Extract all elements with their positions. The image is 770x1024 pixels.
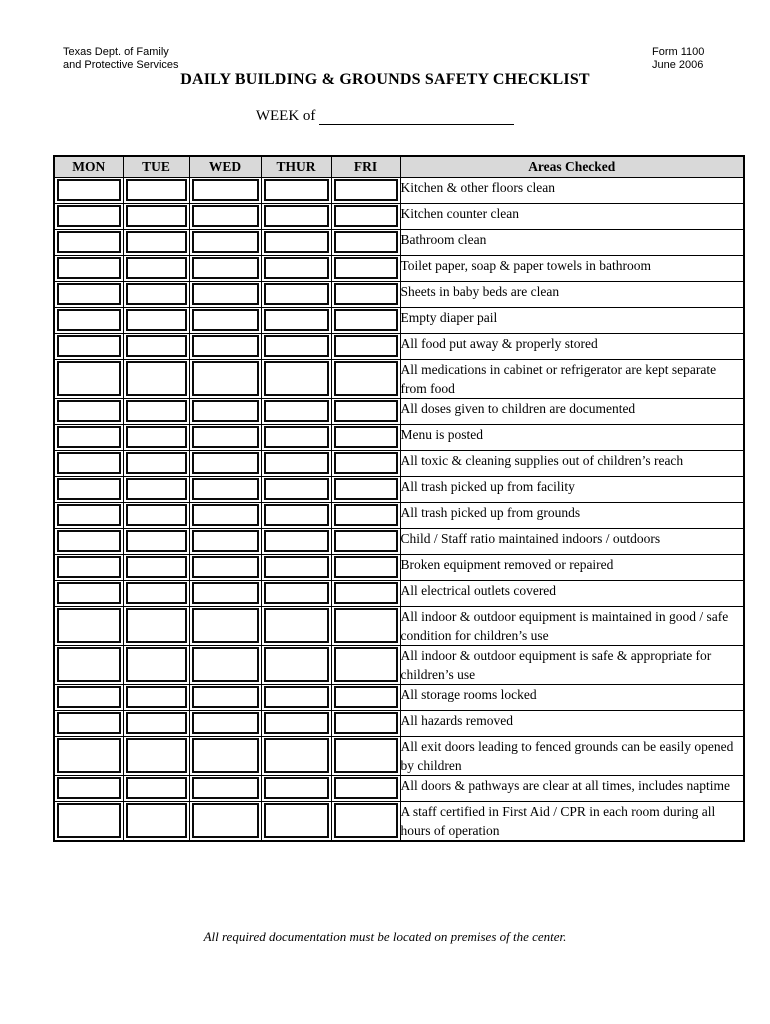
table-row	[54, 646, 744, 685]
day-cell-mon	[54, 451, 123, 477]
checkbox-tue-row-12[interactable]	[126, 478, 187, 500]
table-row	[54, 230, 744, 256]
day-cell-tue	[123, 230, 189, 256]
header-row	[54, 156, 744, 178]
day-cell-tue	[123, 477, 189, 503]
checkbox-fri-row-5[interactable]	[334, 283, 398, 305]
checkbox-tue-row-3[interactable]	[126, 231, 187, 253]
day-cell-wed	[189, 503, 261, 529]
day-cell-mon	[54, 555, 123, 581]
col-header-wed: WED	[189, 156, 261, 178]
day-cell-fri	[331, 399, 400, 425]
checkbox-tue-row-4[interactable]	[126, 257, 187, 279]
checkbox-fri-row-3[interactable]	[334, 231, 398, 253]
checkbox-wed-row-8[interactable]	[192, 361, 259, 396]
checkbox-fri-row-13[interactable]	[334, 504, 398, 526]
checkbox-tue-row-5[interactable]	[126, 283, 187, 305]
table-row	[54, 204, 744, 230]
checkbox-thur-row-4[interactable]	[264, 257, 329, 279]
checkbox-fri-row-12[interactable]	[334, 478, 398, 500]
checkbox-thur-row-10[interactable]	[264, 426, 329, 448]
table-row	[54, 737, 744, 776]
checkbox-mon-row-2[interactable]	[57, 205, 121, 227]
checkbox-fri-row-18[interactable]	[334, 647, 398, 682]
day-cell-mon	[54, 581, 123, 607]
area-checked-label: Empty diaper pail	[400, 308, 744, 334]
checkbox-mon-row-4[interactable]	[57, 257, 121, 279]
checkbox-wed-row-22[interactable]	[192, 777, 259, 799]
checkbox-wed-row-6[interactable]	[192, 309, 259, 331]
checkbox-mon-row-1[interactable]	[57, 179, 121, 201]
form-date: June 2006	[652, 59, 704, 71]
checkbox-thur-row-7[interactable]	[264, 335, 329, 357]
area-checked-label: All storage rooms locked	[400, 685, 744, 711]
day-cell-fri	[331, 503, 400, 529]
checkbox-wed-row-4[interactable]	[192, 257, 259, 279]
checkbox-fri-row-9[interactable]	[334, 400, 398, 422]
day-cell-fri	[331, 334, 400, 360]
day-cell-fri	[331, 776, 400, 802]
day-cell-mon	[54, 256, 123, 282]
day-cell-wed	[189, 178, 261, 204]
day-cell-mon	[54, 360, 123, 399]
day-cell-thur	[261, 230, 331, 256]
checkbox-thur-row-9[interactable]	[264, 400, 329, 422]
area-checked-label: Child / Staff ratio maintained indoors / outdoors	[400, 529, 744, 555]
table-row	[54, 607, 744, 646]
day-cell-mon	[54, 711, 123, 737]
day-cell-thur	[261, 776, 331, 802]
day-cell-fri	[331, 581, 400, 607]
checkbox-thur-row-1[interactable]	[264, 179, 329, 201]
checkbox-wed-row-1[interactable]	[192, 179, 259, 201]
day-cell-thur	[261, 399, 331, 425]
day-cell-thur	[261, 802, 331, 842]
day-cell-wed	[189, 607, 261, 646]
day-cell-tue	[123, 360, 189, 399]
form-number: Form 1100	[652, 46, 705, 58]
day-cell-thur	[261, 646, 331, 685]
checkbox-thur-row-2[interactable]	[264, 205, 329, 227]
day-cell-thur	[261, 581, 331, 607]
page-title: DAILY BUILDING & GROUNDS SAFETY CHECKLIST	[180, 71, 590, 88]
area-checked-label: Kitchen & other floors clean	[400, 178, 744, 204]
day-cell-wed	[189, 581, 261, 607]
checkbox-fri-row-16[interactable]	[334, 582, 398, 604]
area-checked-label: All trash picked up from facility	[400, 477, 744, 503]
checkbox-wed-row-10[interactable]	[192, 426, 259, 448]
day-cell-fri	[331, 685, 400, 711]
area-checked-label: Bathroom clean	[400, 230, 744, 256]
day-cell-mon	[54, 334, 123, 360]
footer-note: All required documentation must be located on premises of the center.	[203, 929, 567, 944]
day-cell-fri	[331, 308, 400, 334]
area-checked-label: All electrical outlets covered	[400, 581, 744, 607]
area-checked-label: All indoor & outdoor equipment is maintained in good / safe condition for children’s use	[400, 607, 744, 646]
checkbox-tue-row-8[interactable]	[126, 361, 187, 396]
day-cell-wed	[189, 555, 261, 581]
checkbox-wed-row-3[interactable]	[192, 231, 259, 253]
checkbox-thur-row-12[interactable]	[264, 478, 329, 500]
checkbox-tue-row-18[interactable]	[126, 647, 187, 682]
day-cell-thur	[261, 451, 331, 477]
day-cell-wed	[189, 737, 261, 776]
day-cell-fri	[331, 230, 400, 256]
area-checked-label: Broken equipment removed or repaired	[400, 555, 744, 581]
day-cell-wed	[189, 451, 261, 477]
area-checked-label: Kitchen counter clean	[400, 204, 744, 230]
agency-line1: Texas Dept. of Family	[63, 46, 169, 58]
table-row	[54, 776, 744, 802]
col-header-thur: THUR	[261, 156, 331, 178]
day-cell-wed	[189, 685, 261, 711]
area-checked-label: All doses given to children are documented	[400, 399, 744, 425]
checkbox-fri-row-22[interactable]	[334, 777, 398, 799]
day-cell-wed	[189, 360, 261, 399]
day-cell-wed	[189, 425, 261, 451]
checkbox-mon-row-14[interactable]	[57, 530, 121, 552]
day-cell-thur	[261, 737, 331, 776]
day-cell-mon	[54, 399, 123, 425]
table-row	[54, 802, 744, 842]
area-checked-label: Sheets in baby beds are clean	[400, 282, 744, 308]
table-row	[54, 308, 744, 334]
day-cell-thur	[261, 685, 331, 711]
checkbox-mon-row-20[interactable]	[57, 712, 121, 734]
day-cell-mon	[54, 503, 123, 529]
checkbox-tue-row-20[interactable]	[126, 712, 187, 734]
checkbox-tue-row-16[interactable]	[126, 582, 187, 604]
checkbox-mon-row-7[interactable]	[57, 335, 121, 357]
day-cell-thur	[261, 529, 331, 555]
checkbox-tue-row-7[interactable]	[126, 335, 187, 357]
day-cell-tue	[123, 256, 189, 282]
checkbox-tue-row-19[interactable]	[126, 686, 187, 708]
checkbox-fri-row-23[interactable]	[334, 803, 398, 838]
checkbox-mon-row-23[interactable]	[57, 803, 121, 838]
checkbox-wed-row-7[interactable]	[192, 335, 259, 357]
checkbox-mon-row-18[interactable]	[57, 647, 121, 682]
checkbox-tue-row-9[interactable]	[126, 400, 187, 422]
day-cell-thur	[261, 204, 331, 230]
day-cell-wed	[189, 711, 261, 737]
table-row	[54, 503, 744, 529]
checkbox-tue-row-13[interactable]	[126, 504, 187, 526]
checkbox-tue-row-23[interactable]	[126, 803, 187, 838]
checkbox-wed-row-9[interactable]	[192, 400, 259, 422]
day-cell-tue	[123, 607, 189, 646]
form-identifier	[652, 46, 704, 72]
day-cell-tue	[123, 581, 189, 607]
day-cell-wed	[189, 334, 261, 360]
checkbox-mon-row-11[interactable]	[57, 452, 121, 474]
checkbox-mon-row-17[interactable]	[57, 608, 121, 643]
table-row	[54, 282, 744, 308]
day-cell-mon	[54, 282, 123, 308]
checkbox-thur-row-18[interactable]	[264, 647, 329, 682]
table-row	[54, 711, 744, 737]
day-cell-fri	[331, 425, 400, 451]
day-cell-mon	[54, 230, 123, 256]
area-checked-label: Toilet paper, soap & paper towels in bathroom	[400, 256, 744, 282]
table-row	[54, 256, 744, 282]
checkbox-fri-row-20[interactable]	[334, 712, 398, 734]
checkbox-wed-row-16[interactable]	[192, 582, 259, 604]
day-cell-mon	[54, 178, 123, 204]
week-of-line	[0, 108, 770, 125]
checkbox-fri-row-11[interactable]	[334, 452, 398, 474]
area-checked-label: All toxic & cleaning supplies out of children’s reach	[400, 451, 744, 477]
day-cell-thur	[261, 308, 331, 334]
day-cell-fri	[331, 711, 400, 737]
day-cell-fri	[331, 646, 400, 685]
checkbox-tue-row-14[interactable]	[126, 530, 187, 552]
checkbox-thur-row-19[interactable]	[264, 686, 329, 708]
day-cell-fri	[331, 178, 400, 204]
checkbox-thur-row-11[interactable]	[264, 452, 329, 474]
day-cell-thur	[261, 282, 331, 308]
table-row	[54, 178, 744, 204]
day-cell-wed	[189, 204, 261, 230]
day-cell-wed	[189, 776, 261, 802]
day-cell-thur	[261, 256, 331, 282]
day-cell-thur	[261, 555, 331, 581]
day-cell-thur	[261, 178, 331, 204]
day-cell-fri	[331, 204, 400, 230]
day-cell-thur	[261, 425, 331, 451]
checkbox-thur-row-17[interactable]	[264, 608, 329, 643]
day-cell-wed	[189, 477, 261, 503]
day-cell-fri	[331, 529, 400, 555]
table-row	[54, 360, 744, 399]
checkbox-thur-row-5[interactable]	[264, 283, 329, 305]
checkbox-tue-row-21[interactable]	[126, 738, 187, 773]
checkbox-tue-row-15[interactable]	[126, 556, 187, 578]
week-of-label: WEEK of	[255, 108, 316, 124]
checkbox-tue-row-6[interactable]	[126, 309, 187, 331]
checkbox-fri-row-10[interactable]	[334, 426, 398, 448]
col-header-tue: TUE	[123, 156, 189, 178]
checkbox-wed-row-15[interactable]	[192, 556, 259, 578]
day-cell-tue	[123, 685, 189, 711]
checkbox-fri-row-7[interactable]	[334, 335, 398, 357]
checkbox-thur-row-15[interactable]	[264, 556, 329, 578]
area-checked-label: All hazards removed	[400, 711, 744, 737]
area-checked-label: All food put away & properly stored	[400, 334, 744, 360]
checkbox-wed-row-11[interactable]	[192, 452, 259, 474]
checkbox-thur-row-21[interactable]	[264, 738, 329, 773]
checkbox-wed-row-17[interactable]	[192, 608, 259, 643]
checkbox-thur-row-14[interactable]	[264, 530, 329, 552]
table-row	[54, 425, 744, 451]
checkbox-mon-row-3[interactable]	[57, 231, 121, 253]
day-cell-wed	[189, 529, 261, 555]
day-cell-fri	[331, 555, 400, 581]
day-cell-tue	[123, 646, 189, 685]
day-cell-mon	[54, 204, 123, 230]
checkbox-wed-row-12[interactable]	[192, 478, 259, 500]
day-cell-tue	[123, 282, 189, 308]
checkbox-wed-row-19[interactable]	[192, 686, 259, 708]
checkbox-fri-row-19[interactable]	[334, 686, 398, 708]
day-cell-thur	[261, 360, 331, 399]
day-cell-tue	[123, 204, 189, 230]
checkbox-fri-row-1[interactable]	[334, 179, 398, 201]
day-cell-wed	[189, 256, 261, 282]
table-row	[54, 685, 744, 711]
checkbox-wed-row-18[interactable]	[192, 647, 259, 682]
day-cell-thur	[261, 477, 331, 503]
checkbox-fri-row-8[interactable]	[334, 361, 398, 396]
checkbox-thur-row-23[interactable]	[264, 803, 329, 838]
day-cell-wed	[189, 230, 261, 256]
checkbox-wed-row-2[interactable]	[192, 205, 259, 227]
checkbox-thur-row-8[interactable]	[264, 361, 329, 396]
day-cell-tue	[123, 802, 189, 842]
checkbox-mon-row-12[interactable]	[57, 478, 121, 500]
day-cell-mon	[54, 685, 123, 711]
week-input-line[interactable]	[319, 109, 514, 125]
day-cell-wed	[189, 308, 261, 334]
checkbox-fri-row-15[interactable]	[334, 556, 398, 578]
day-cell-mon	[54, 802, 123, 842]
area-checked-label: All exit doors leading to fenced grounds can be easily opened by children	[400, 737, 744, 776]
area-checked-label: All doors & pathways are clear at all times, includes naptime	[400, 776, 744, 802]
checkbox-fri-row-4[interactable]	[334, 257, 398, 279]
day-cell-mon	[54, 776, 123, 802]
day-cell-wed	[189, 282, 261, 308]
day-cell-tue	[123, 555, 189, 581]
area-checked-label: All medications in cabinet or refrigerator are kept separate from food	[400, 360, 744, 399]
table-row	[54, 581, 744, 607]
table-row	[54, 529, 744, 555]
checkbox-tue-row-17[interactable]	[126, 608, 187, 643]
checkbox-tue-row-10[interactable]	[126, 426, 187, 448]
day-cell-mon	[54, 477, 123, 503]
checkbox-mon-row-21[interactable]	[57, 738, 121, 773]
area-checked-label: All trash picked up from grounds	[400, 503, 744, 529]
col-header-areas-checked: Areas Checked	[400, 156, 744, 178]
area-checked-label: All indoor & outdoor equipment is safe & appropriate for children’s use	[400, 646, 744, 685]
checkbox-wed-row-23[interactable]	[192, 803, 259, 838]
day-cell-thur	[261, 607, 331, 646]
day-cell-mon	[54, 607, 123, 646]
table-row	[54, 555, 744, 581]
table-row	[54, 477, 744, 503]
checkbox-mon-row-8[interactable]	[57, 361, 121, 396]
checkbox-mon-row-16[interactable]	[57, 582, 121, 604]
day-cell-thur	[261, 334, 331, 360]
checkbox-tue-row-11[interactable]	[126, 452, 187, 474]
checkbox-fri-row-6[interactable]	[334, 309, 398, 331]
day-cell-fri	[331, 477, 400, 503]
safety-checklist-table	[53, 155, 745, 842]
day-cell-tue	[123, 776, 189, 802]
day-cell-wed	[189, 802, 261, 842]
area-checked-label: Menu is posted	[400, 425, 744, 451]
col-header-fri: FRI	[331, 156, 400, 178]
table-row	[54, 334, 744, 360]
area-checked-label: A staff certified in First Aid / CPR in each room during all hours of operation	[400, 802, 744, 842]
day-cell-tue	[123, 399, 189, 425]
checkbox-thur-row-22[interactable]	[264, 777, 329, 799]
checkbox-mon-row-13[interactable]	[57, 504, 121, 526]
checkbox-wed-row-13[interactable]	[192, 504, 259, 526]
table-row	[54, 399, 744, 425]
day-cell-tue	[123, 503, 189, 529]
checkbox-thur-row-3[interactable]	[264, 231, 329, 253]
day-cell-fri	[331, 360, 400, 399]
checkbox-wed-row-21[interactable]	[192, 738, 259, 773]
day-cell-tue	[123, 178, 189, 204]
checkbox-thur-row-20[interactable]	[264, 712, 329, 734]
checkbox-wed-row-20[interactable]	[192, 712, 259, 734]
checkbox-tue-row-1[interactable]	[126, 179, 187, 201]
day-cell-thur	[261, 711, 331, 737]
checkbox-fri-row-14[interactable]	[334, 530, 398, 552]
checklist-body	[54, 178, 744, 842]
day-cell-mon	[54, 737, 123, 776]
table-row	[54, 451, 744, 477]
checkbox-tue-row-2[interactable]	[126, 205, 187, 227]
day-cell-fri	[331, 282, 400, 308]
day-cell-fri	[331, 802, 400, 842]
day-cell-tue	[123, 425, 189, 451]
day-cell-mon	[54, 529, 123, 555]
day-cell-tue	[123, 451, 189, 477]
day-cell-wed	[189, 646, 261, 685]
day-cell-fri	[331, 737, 400, 776]
checkbox-thur-row-16[interactable]	[264, 582, 329, 604]
day-cell-mon	[54, 646, 123, 685]
day-cell-wed	[189, 399, 261, 425]
day-cell-tue	[123, 529, 189, 555]
checkbox-mon-row-6[interactable]	[57, 309, 121, 331]
day-cell-thur	[261, 503, 331, 529]
agency-name	[63, 46, 179, 72]
checkbox-thur-row-6[interactable]	[264, 309, 329, 331]
checkbox-mon-row-15[interactable]	[57, 556, 121, 578]
col-header-mon: MON	[54, 156, 123, 178]
day-cell-tue	[123, 737, 189, 776]
day-cell-fri	[331, 451, 400, 477]
checkbox-mon-row-10[interactable]	[57, 426, 121, 448]
day-cell-fri	[331, 607, 400, 646]
checkbox-fri-row-2[interactable]	[334, 205, 398, 227]
day-cell-tue	[123, 711, 189, 737]
checkbox-mon-row-9[interactable]	[57, 400, 121, 422]
day-cell-tue	[123, 334, 189, 360]
checkbox-fri-row-21[interactable]	[334, 738, 398, 773]
checkbox-tue-row-22[interactable]	[126, 777, 187, 799]
agency-line2: and Protective Services	[63, 59, 179, 71]
checkbox-mon-row-19[interactable]	[57, 686, 121, 708]
checkbox-mon-row-22[interactable]	[57, 777, 121, 799]
day-cell-tue	[123, 308, 189, 334]
checkbox-fri-row-17[interactable]	[334, 608, 398, 643]
day-cell-mon	[54, 425, 123, 451]
day-cell-fri	[331, 256, 400, 282]
checkbox-thur-row-13[interactable]	[264, 504, 329, 526]
checkbox-wed-row-5[interactable]	[192, 283, 259, 305]
checkbox-mon-row-5[interactable]	[57, 283, 121, 305]
checkbox-wed-row-14[interactable]	[192, 530, 259, 552]
day-cell-mon	[54, 308, 123, 334]
